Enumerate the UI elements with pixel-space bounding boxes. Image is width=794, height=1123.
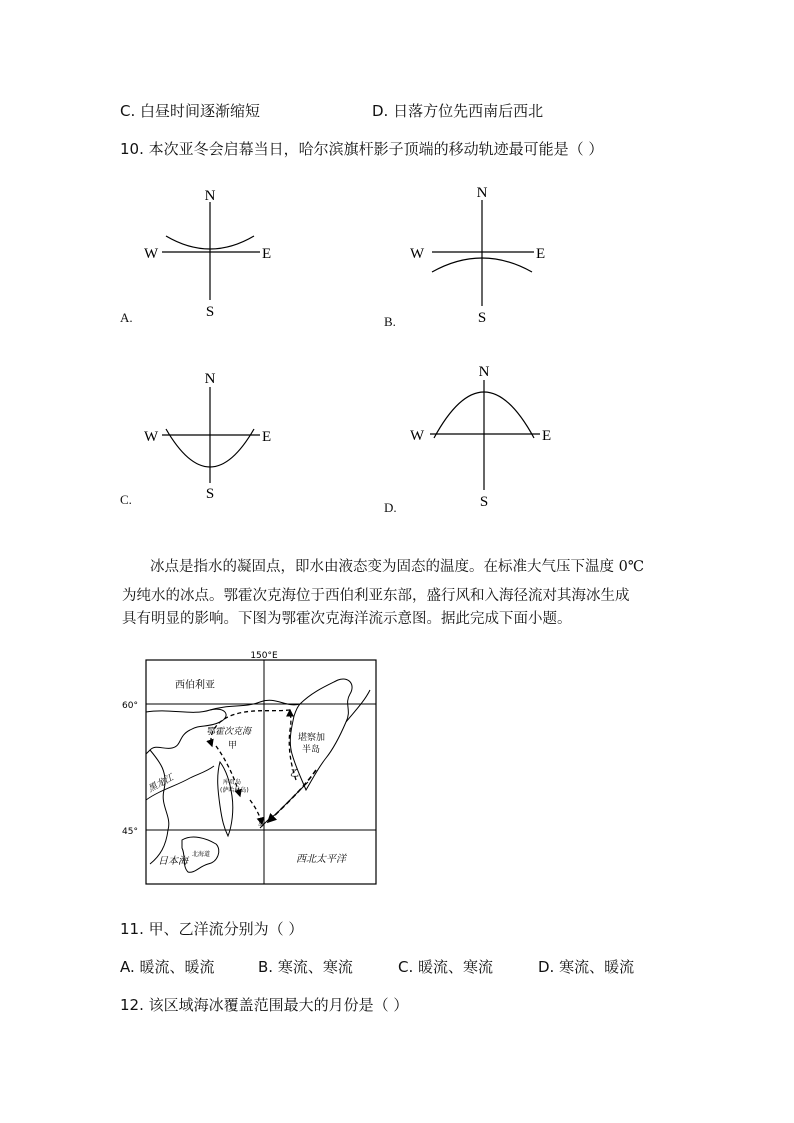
label-n: N (478, 364, 490, 380)
sakhalin-label-2: (萨哈林岛) (220, 787, 249, 794)
siberia-label: 西伯利亚 (175, 680, 215, 691)
label-w: W (144, 246, 159, 262)
option-b-q11: B. 寒流、寒流 (258, 958, 353, 976)
yi-label: 乙 (290, 769, 300, 779)
diagram-b (410, 178, 560, 332)
option-c-q11: C. 暖流、寒流 (398, 958, 494, 976)
option-d-q11: D. 寒流、暖流 (538, 958, 635, 976)
kamchatka-label-2: 半岛 (302, 745, 321, 755)
sakhalin-label-1: 库页岛 (223, 779, 242, 786)
label-n: N (204, 371, 216, 387)
label-s: S (205, 304, 215, 320)
label-s: S (205, 486, 215, 502)
hokkaido-label: 北海道 (192, 851, 211, 858)
okhotsk-label: 鄂霍次克海 (206, 727, 252, 737)
kamchatka-label-1: 堪察加 (298, 733, 326, 743)
label-n: N (476, 185, 488, 201)
passage-line-1: 冰点是指水的凝固点，即水由液态变为固态的温度。在标准大气压下温度 0℃ (150, 559, 645, 575)
jia-label: 甲 (228, 741, 238, 751)
label-w: W (410, 428, 425, 444)
latitude-60-label: 60° (122, 701, 138, 711)
longitude-label: 150°E (250, 651, 278, 661)
label-w: W (410, 246, 425, 262)
latitude-45-label: 45° (122, 827, 138, 837)
diagram-c (140, 365, 290, 509)
okhotsk-current-map (120, 650, 380, 894)
kuril-label: 岛 (258, 821, 265, 828)
label-e: E (262, 429, 272, 445)
option-a-label: A. (120, 310, 133, 325)
option-b-label: B. (384, 314, 396, 329)
label-e: E (542, 428, 552, 444)
question-12-stem: 12. 该区域海冰覆盖范围最大的月份是（ ） (120, 996, 409, 1014)
question-10-stem: 10. 本次亚冬会启幕当日，哈尔滨旗杆影子顶端的移动轨迹最可能是（ ） (120, 140, 604, 158)
question-11-stem: 11. 甲、乙洋流分别为（ ） (120, 920, 304, 938)
label-e: E (536, 246, 546, 262)
label-n: N (204, 188, 216, 204)
option-c-q9: C. 白昼时间逐渐缩短 (120, 102, 261, 120)
nw-pacific-label: 西北太平洋 (296, 854, 346, 865)
option-d-q9: D. 日落方位先西南后西北 (372, 102, 544, 120)
label-s: S (477, 310, 487, 326)
heilongjiang-label: 黑龙江 (146, 773, 176, 795)
passage-line-3: 具有明显的影响。下图为鄂霍次克海洋流示意图。据此完成下面小题。 (122, 611, 572, 627)
option-a-q11: A. 暖流、暖流 (120, 958, 215, 976)
diagram-a (140, 180, 290, 324)
option-c-label: C. (120, 492, 132, 507)
label-e: E (262, 246, 272, 262)
label-s: S (479, 494, 489, 510)
passage-line-2: 为纯水的冰点。鄂霍次克海位于西伯利亚东部，盛行风和入海径流对其海冰生成 (122, 588, 630, 604)
japan-sea-label: 日本海 (158, 856, 188, 867)
label-w: W (144, 429, 159, 445)
option-d-label: D. (384, 500, 397, 515)
diagram-d (410, 358, 562, 517)
